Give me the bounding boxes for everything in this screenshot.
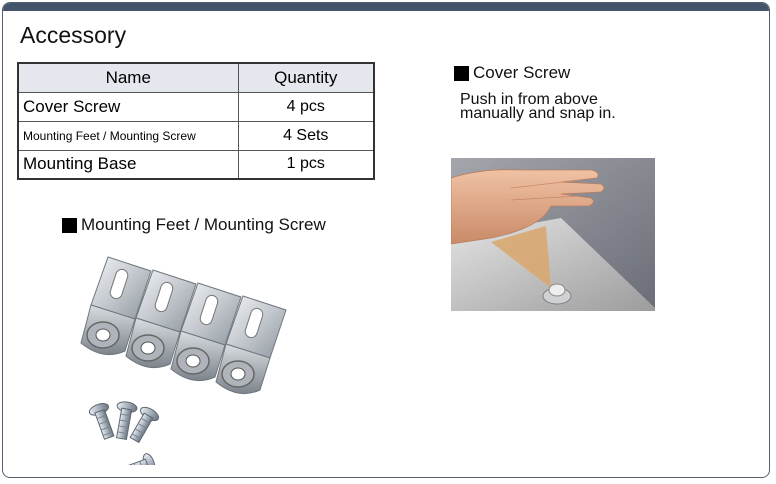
accessory-panel: [2, 2, 770, 478]
column-header-name: Name: [18, 63, 238, 92]
table-header-row: [18, 63, 374, 92]
page-title: Accessory: [20, 22, 127, 48]
column-header-quantity: Quantity: [238, 63, 374, 92]
table-row: [18, 121, 374, 150]
section-label-cover-screw: [454, 63, 570, 83]
section-label-mounting-feet: [62, 215, 326, 235]
row-name-cell: Mounting Feet / Mounting Screw: [18, 121, 238, 150]
square-bullet-icon: [454, 66, 469, 81]
cover-screw-description: Push in from above manually and snap in.: [460, 91, 616, 122]
row-name-cell: Cover Screw: [18, 92, 238, 121]
row-name-cell: Mounting Base: [18, 150, 238, 179]
table-row: [18, 92, 374, 121]
square-bullet-icon: [62, 218, 77, 233]
row-quantity-cell: 1 pcs: [238, 150, 374, 179]
mounting-screws-image: [81, 395, 181, 465]
panel-top-bar: [3, 3, 769, 11]
section-label-text: Mounting Feet / Mounting Screw: [81, 215, 326, 234]
table-row: [18, 150, 374, 179]
row-quantity-cell: 4 pcs: [238, 92, 374, 121]
cover-screw-install-image: [451, 158, 655, 311]
mounting-feet-image: [63, 247, 293, 407]
row-quantity-cell: 4 Sets: [238, 121, 374, 150]
section-label-text: Cover Screw: [473, 63, 571, 82]
accessory-table: [17, 62, 375, 180]
